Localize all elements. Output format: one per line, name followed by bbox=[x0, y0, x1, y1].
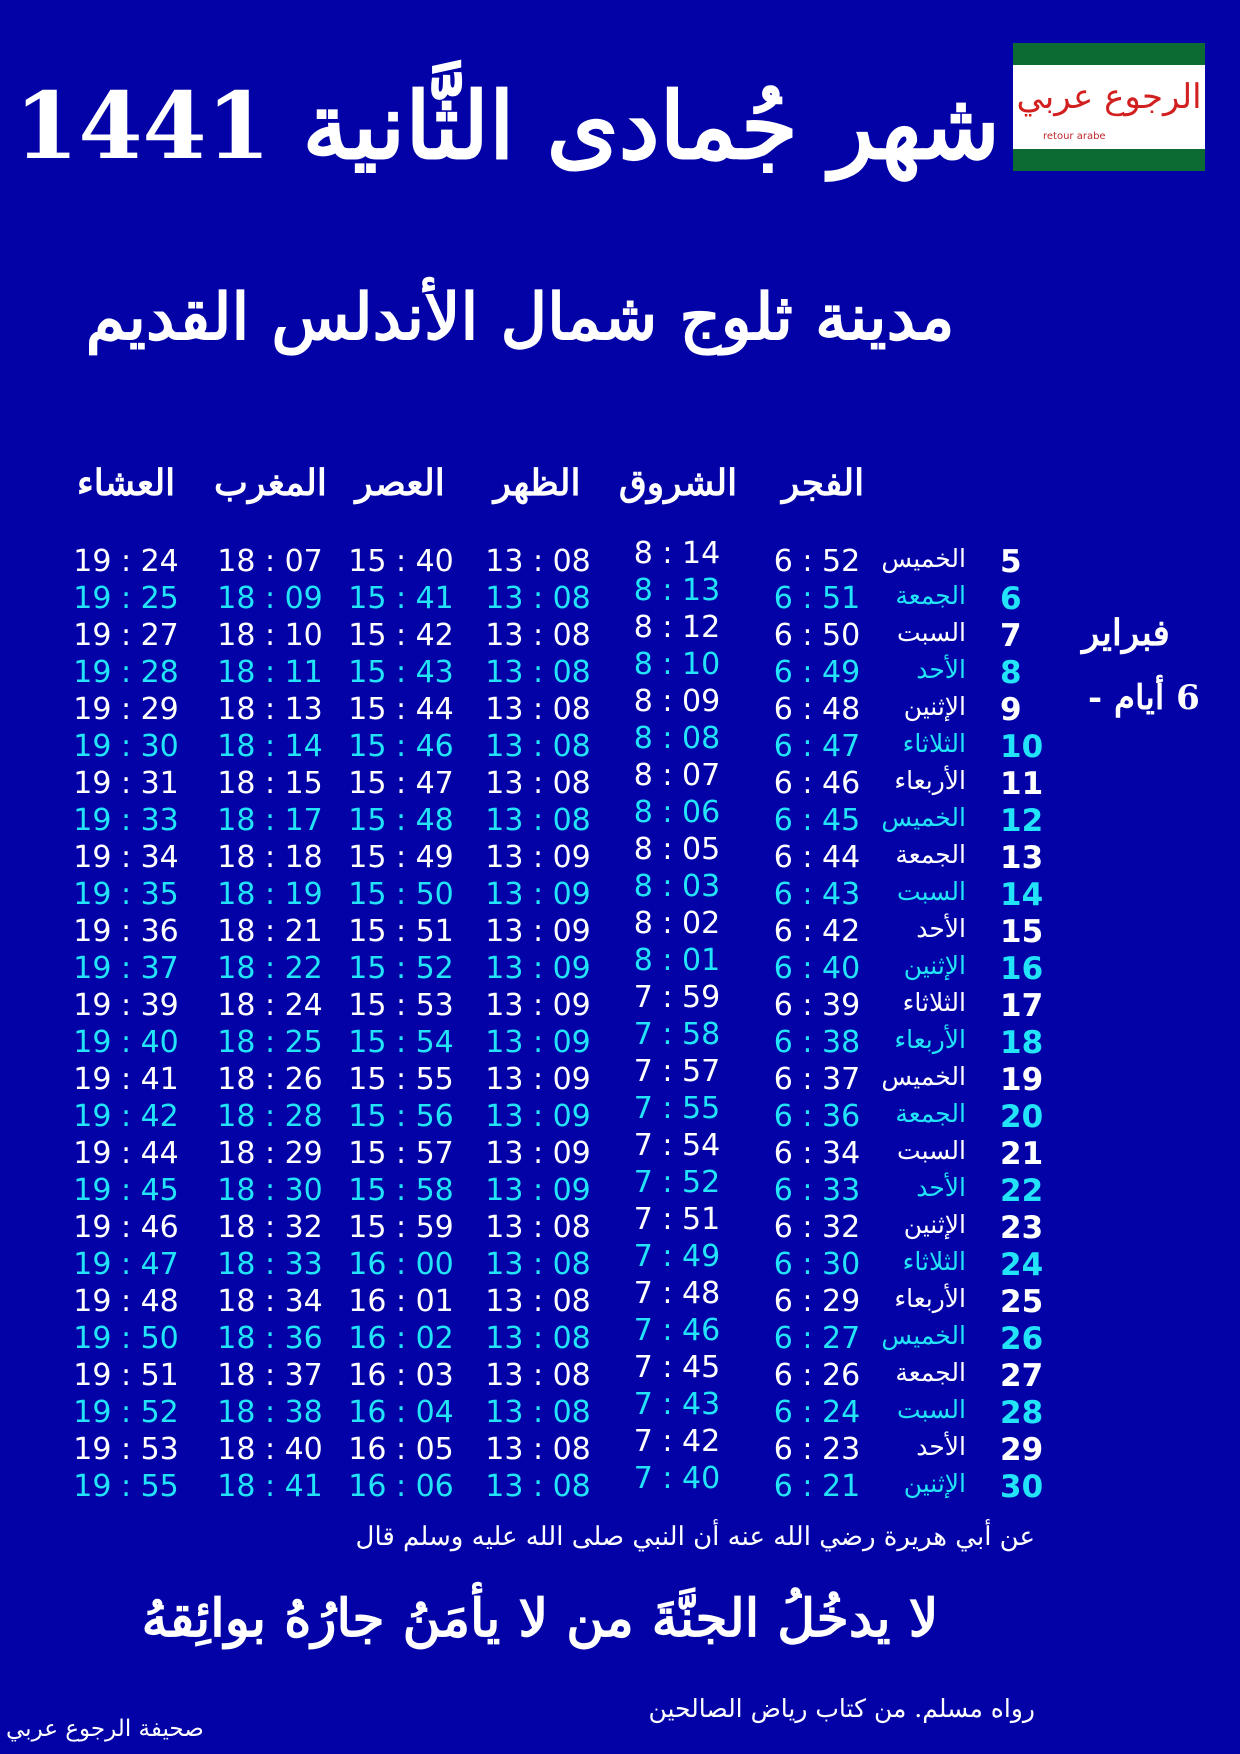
maghrib-time: 18 : 21 bbox=[217, 914, 323, 949]
isha-time: 19 : 47 bbox=[73, 1247, 179, 1282]
shuruq-time: 8 : 12 bbox=[633, 610, 721, 645]
maghrib-time: 18 : 36 bbox=[217, 1321, 323, 1356]
table-row bbox=[0, 1091, 1240, 1136]
maghrib-time: 18 : 19 bbox=[217, 877, 323, 912]
day-number: 29 bbox=[1000, 1432, 1044, 1468]
table-row bbox=[0, 721, 1240, 766]
asr-time: 15 : 46 bbox=[348, 729, 454, 764]
hadith-intro: عن أبي هريرة رضي الله عنه أن النبي صلى الله عليه وسلم قال bbox=[355, 1522, 1035, 1552]
fajr-time: 6 : 27 bbox=[773, 1321, 861, 1356]
day-number: 25 bbox=[1000, 1284, 1044, 1320]
dhuhr-time: 13 : 08 bbox=[485, 803, 591, 838]
dhuhr-time: 13 : 08 bbox=[485, 692, 591, 727]
day-number: 19 bbox=[1000, 1062, 1044, 1098]
table-row bbox=[0, 795, 1240, 840]
hadith-text: لا يدخُلُ الجنَّةَ من لا يأمَنُ جارُهُ بوائِقهُ bbox=[141, 1588, 939, 1649]
table-row bbox=[0, 1239, 1240, 1284]
day-name: الثلاثاء bbox=[902, 729, 966, 758]
day-number: 10 bbox=[1000, 729, 1044, 765]
isha-time: 19 : 28 bbox=[73, 655, 179, 690]
dhuhr-time: 13 : 08 bbox=[485, 1395, 591, 1430]
day-number: 17 bbox=[1000, 988, 1044, 1024]
logo-subtext: retour arabe bbox=[1043, 131, 1106, 142]
table-row bbox=[0, 1461, 1240, 1506]
table-row bbox=[0, 536, 1240, 581]
isha-time: 19 : 45 bbox=[73, 1173, 179, 1208]
shuruq-time: 8 : 13 bbox=[633, 573, 721, 608]
table-row bbox=[0, 1276, 1240, 1321]
table-row bbox=[0, 684, 1240, 729]
isha-time: 19 : 53 bbox=[73, 1432, 179, 1467]
fajr-time: 6 : 37 bbox=[773, 1062, 861, 1097]
shuruq-time: 7 : 45 bbox=[633, 1350, 721, 1385]
day-name: الجمعة bbox=[895, 840, 966, 869]
isha-time: 19 : 52 bbox=[73, 1395, 179, 1430]
dhuhr-time: 13 : 09 bbox=[485, 1173, 591, 1208]
day-number: 23 bbox=[1000, 1210, 1044, 1246]
isha-time: 19 : 55 bbox=[73, 1469, 179, 1504]
isha-time: 19 : 44 bbox=[73, 1136, 179, 1171]
maghrib-time: 18 : 30 bbox=[217, 1173, 323, 1208]
day-number: 12 bbox=[1000, 803, 1044, 839]
shuruq-time: 7 : 54 bbox=[633, 1128, 721, 1163]
fajr-time: 6 : 40 bbox=[773, 951, 861, 986]
dhuhr-time: 13 : 09 bbox=[485, 877, 591, 912]
asr-time: 15 : 49 bbox=[348, 840, 454, 875]
isha-time: 19 : 51 bbox=[73, 1358, 179, 1393]
asr-time: 16 : 02 bbox=[348, 1321, 454, 1356]
asr-time: 15 : 40 bbox=[348, 544, 454, 579]
header-shuruq: الشروق bbox=[618, 462, 738, 504]
logo-text: الرجوع عربي bbox=[1016, 77, 1202, 117]
dhuhr-time: 13 : 08 bbox=[485, 766, 591, 801]
header-asr: العصر bbox=[355, 462, 445, 504]
header-fajr: الفجر bbox=[781, 462, 865, 504]
asr-time: 15 : 44 bbox=[348, 692, 454, 727]
fajr-time: 6 : 42 bbox=[773, 914, 861, 949]
asr-time: 16 : 06 bbox=[348, 1469, 454, 1504]
asr-time: 15 : 50 bbox=[348, 877, 454, 912]
shuruq-time: 7 : 55 bbox=[633, 1091, 721, 1126]
isha-time: 19 : 40 bbox=[73, 1025, 179, 1060]
table-row bbox=[0, 1054, 1240, 1099]
dhuhr-time: 13 : 08 bbox=[485, 1321, 591, 1356]
maghrib-time: 18 : 09 bbox=[217, 581, 323, 616]
asr-time: 15 : 54 bbox=[348, 1025, 454, 1060]
asr-time: 15 : 51 bbox=[348, 914, 454, 949]
table-row bbox=[0, 906, 1240, 951]
asr-time: 15 : 55 bbox=[348, 1062, 454, 1097]
isha-time: 19 : 25 bbox=[73, 581, 179, 616]
day-number: 21 bbox=[1000, 1136, 1044, 1172]
shuruq-time: 7 : 49 bbox=[633, 1239, 721, 1274]
isha-time: 19 : 50 bbox=[73, 1321, 179, 1356]
shuruq-time: 8 : 06 bbox=[633, 795, 721, 830]
fajr-time: 6 : 44 bbox=[773, 840, 861, 875]
maghrib-time: 18 : 24 bbox=[217, 988, 323, 1023]
dhuhr-time: 13 : 08 bbox=[485, 1358, 591, 1393]
day-name: السبت bbox=[897, 1136, 966, 1165]
dhuhr-time: 13 : 08 bbox=[485, 1210, 591, 1245]
fajr-time: 6 : 46 bbox=[773, 766, 861, 801]
footer-brand: صحيفة الرجوع عربي bbox=[6, 1716, 204, 1742]
logo-green-band-bottom bbox=[1013, 149, 1205, 171]
shuruq-time: 8 : 08 bbox=[633, 721, 721, 756]
isha-time: 19 : 29 bbox=[73, 692, 179, 727]
day-number: 30 bbox=[1000, 1469, 1044, 1505]
day-name: الأربعاء bbox=[894, 766, 966, 795]
isha-time: 19 : 48 bbox=[73, 1284, 179, 1319]
maghrib-time: 18 : 15 bbox=[217, 766, 323, 801]
month-name: فبراير bbox=[1082, 612, 1170, 654]
fajr-time: 6 : 24 bbox=[773, 1395, 861, 1430]
day-name: الخميس bbox=[881, 1062, 966, 1091]
fajr-time: 6 : 43 bbox=[773, 877, 861, 912]
asr-time: 15 : 42 bbox=[348, 618, 454, 653]
day-name: الجمعة bbox=[895, 1358, 966, 1387]
maghrib-time: 18 : 41 bbox=[217, 1469, 323, 1504]
day-number: 28 bbox=[1000, 1395, 1044, 1431]
day-number: 20 bbox=[1000, 1099, 1044, 1135]
maghrib-time: 18 : 26 bbox=[217, 1062, 323, 1097]
asr-time: 15 : 48 bbox=[348, 803, 454, 838]
maghrib-time: 18 : 38 bbox=[217, 1395, 323, 1430]
shuruq-time: 8 : 09 bbox=[633, 684, 721, 719]
isha-time: 19 : 42 bbox=[73, 1099, 179, 1134]
asr-time: 15 : 56 bbox=[348, 1099, 454, 1134]
table-row bbox=[0, 869, 1240, 914]
header-maghrib: المغرب bbox=[214, 462, 327, 504]
month-days: 6 أيام - bbox=[1088, 678, 1200, 718]
table-row bbox=[0, 832, 1240, 877]
fajr-time: 6 : 33 bbox=[773, 1173, 861, 1208]
asr-time: 15 : 58 bbox=[348, 1173, 454, 1208]
isha-time: 19 : 24 bbox=[73, 544, 179, 579]
day-number: 22 bbox=[1000, 1173, 1044, 1209]
table-row bbox=[0, 1165, 1240, 1210]
table-row bbox=[0, 980, 1240, 1025]
table-row bbox=[0, 1313, 1240, 1358]
fajr-time: 6 : 45 bbox=[773, 803, 861, 838]
day-name: الجمعة bbox=[895, 1099, 966, 1128]
fajr-time: 6 : 36 bbox=[773, 1099, 861, 1134]
dhuhr-time: 13 : 08 bbox=[485, 1284, 591, 1319]
dhuhr-time: 13 : 08 bbox=[485, 1247, 591, 1282]
asr-time: 16 : 00 bbox=[348, 1247, 454, 1282]
maghrib-time: 18 : 18 bbox=[217, 840, 323, 875]
maghrib-time: 18 : 25 bbox=[217, 1025, 323, 1060]
day-name: الخميس bbox=[881, 544, 966, 573]
logo-green-band-top bbox=[1013, 43, 1205, 65]
maghrib-time: 18 : 10 bbox=[217, 618, 323, 653]
asr-time: 15 : 57 bbox=[348, 1136, 454, 1171]
asr-time: 15 : 53 bbox=[348, 988, 454, 1023]
dhuhr-time: 13 : 08 bbox=[485, 581, 591, 616]
day-name: السبت bbox=[897, 877, 966, 906]
table-row bbox=[0, 758, 1240, 803]
dhuhr-time: 13 : 08 bbox=[485, 1469, 591, 1504]
day-number: 18 bbox=[1000, 1025, 1044, 1061]
page-subtitle: مدينة ثلوج شمال الأندلس القديم bbox=[85, 280, 955, 355]
table-row bbox=[0, 1424, 1240, 1469]
page-title: شهر جُمادى الثَّانية 1441 bbox=[14, 72, 1000, 180]
table-row bbox=[0, 647, 1240, 692]
day-number: 8 bbox=[1000, 655, 1022, 691]
isha-time: 19 : 37 bbox=[73, 951, 179, 986]
maghrib-time: 18 : 11 bbox=[217, 655, 323, 690]
shuruq-time: 8 : 14 bbox=[633, 536, 721, 571]
day-number: 13 bbox=[1000, 840, 1044, 876]
isha-time: 19 : 30 bbox=[73, 729, 179, 764]
shuruq-time: 7 : 43 bbox=[633, 1387, 721, 1422]
fajr-time: 6 : 52 bbox=[773, 544, 861, 579]
dhuhr-time: 13 : 08 bbox=[485, 618, 591, 653]
shuruq-time: 8 : 01 bbox=[633, 943, 721, 978]
asr-time: 15 : 43 bbox=[348, 655, 454, 690]
fajr-time: 6 : 49 bbox=[773, 655, 861, 690]
shuruq-time: 7 : 48 bbox=[633, 1276, 721, 1311]
shuruq-time: 7 : 46 bbox=[633, 1313, 721, 1348]
fajr-time: 6 : 39 bbox=[773, 988, 861, 1023]
day-name: السبت bbox=[897, 1395, 966, 1424]
shuruq-time: 7 : 51 bbox=[633, 1202, 721, 1237]
day-name: الجمعة bbox=[895, 581, 966, 610]
day-number: 7 bbox=[1000, 618, 1022, 654]
table-row bbox=[0, 573, 1240, 618]
asr-time: 16 : 03 bbox=[348, 1358, 454, 1393]
fajr-time: 6 : 38 bbox=[773, 1025, 861, 1060]
day-number: 26 bbox=[1000, 1321, 1044, 1357]
shuruq-time: 7 : 52 bbox=[633, 1165, 721, 1200]
maghrib-time: 18 : 28 bbox=[217, 1099, 323, 1134]
maghrib-time: 18 : 34 bbox=[217, 1284, 323, 1319]
maghrib-time: 18 : 14 bbox=[217, 729, 323, 764]
fajr-time: 6 : 23 bbox=[773, 1432, 861, 1467]
asr-time: 15 : 52 bbox=[348, 951, 454, 986]
isha-time: 19 : 39 bbox=[73, 988, 179, 1023]
asr-time: 16 : 01 bbox=[348, 1284, 454, 1319]
isha-time: 19 : 46 bbox=[73, 1210, 179, 1245]
day-number: 11 bbox=[1000, 766, 1044, 802]
day-name: الإثنين bbox=[903, 1469, 966, 1498]
dhuhr-time: 13 : 08 bbox=[485, 655, 591, 690]
maghrib-time: 18 : 40 bbox=[217, 1432, 323, 1467]
asr-time: 15 : 59 bbox=[348, 1210, 454, 1245]
shuruq-time: 7 : 40 bbox=[633, 1461, 721, 1496]
maghrib-time: 18 : 33 bbox=[217, 1247, 323, 1282]
shuruq-time: 7 : 58 bbox=[633, 1017, 721, 1052]
isha-time: 19 : 41 bbox=[73, 1062, 179, 1097]
isha-time: 19 : 34 bbox=[73, 840, 179, 875]
fajr-time: 6 : 26 bbox=[773, 1358, 861, 1393]
day-number: 24 bbox=[1000, 1247, 1044, 1283]
isha-time: 19 : 27 bbox=[73, 618, 179, 653]
maghrib-time: 18 : 17 bbox=[217, 803, 323, 838]
day-name: الخميس bbox=[881, 803, 966, 832]
asr-time: 15 : 41 bbox=[348, 581, 454, 616]
shuruq-time: 8 : 02 bbox=[633, 906, 721, 941]
fajr-time: 6 : 30 bbox=[773, 1247, 861, 1282]
day-number: 15 bbox=[1000, 914, 1044, 950]
shuruq-time: 7 : 57 bbox=[633, 1054, 721, 1089]
maghrib-time: 18 : 29 bbox=[217, 1136, 323, 1171]
dhuhr-time: 13 : 09 bbox=[485, 1099, 591, 1134]
day-name: الأحد bbox=[916, 914, 966, 943]
day-name: الإثنين bbox=[903, 951, 966, 980]
fajr-time: 6 : 47 bbox=[773, 729, 861, 764]
shuruq-time: 8 : 05 bbox=[633, 832, 721, 867]
dhuhr-time: 13 : 09 bbox=[485, 951, 591, 986]
day-name: الأحد bbox=[916, 1173, 966, 1202]
fajr-time: 6 : 48 bbox=[773, 692, 861, 727]
dhuhr-time: 13 : 09 bbox=[485, 988, 591, 1023]
day-name: الثلاثاء bbox=[902, 1247, 966, 1276]
fajr-time: 6 : 32 bbox=[773, 1210, 861, 1245]
day-name: الإثنين bbox=[903, 692, 966, 721]
fajr-time: 6 : 50 bbox=[773, 618, 861, 653]
day-number: 9 bbox=[1000, 692, 1022, 728]
hadith-source: رواه مسلم. من كتاب رياض الصالحين bbox=[648, 1694, 1035, 1723]
table-row bbox=[0, 1387, 1240, 1432]
table-row bbox=[0, 1350, 1240, 1395]
table-row bbox=[0, 1017, 1240, 1062]
shuruq-time: 7 : 42 bbox=[633, 1424, 721, 1459]
logo bbox=[1013, 43, 1205, 171]
fajr-time: 6 : 21 bbox=[773, 1469, 861, 1504]
shuruq-time: 8 : 07 bbox=[633, 758, 721, 793]
day-name: الخميس bbox=[881, 1321, 966, 1350]
day-name: السبت bbox=[897, 618, 966, 647]
maghrib-time: 18 : 22 bbox=[217, 951, 323, 986]
day-number: 16 bbox=[1000, 951, 1044, 987]
dhuhr-time: 13 : 09 bbox=[485, 840, 591, 875]
dhuhr-time: 13 : 08 bbox=[485, 1432, 591, 1467]
asr-time: 16 : 04 bbox=[348, 1395, 454, 1430]
day-name: الإثنين bbox=[903, 1210, 966, 1239]
shuruq-time: 7 : 59 bbox=[633, 980, 721, 1015]
isha-time: 19 : 33 bbox=[73, 803, 179, 838]
day-name: الأربعاء bbox=[894, 1284, 966, 1313]
shuruq-time: 8 : 03 bbox=[633, 869, 721, 904]
maghrib-time: 18 : 13 bbox=[217, 692, 323, 727]
day-name: الأحد bbox=[916, 1432, 966, 1461]
day-name: الأربعاء bbox=[894, 1025, 966, 1054]
isha-time: 19 : 36 bbox=[73, 914, 179, 949]
day-name: الأحد bbox=[916, 655, 966, 684]
shuruq-time: 8 : 10 bbox=[633, 647, 721, 682]
day-number: 5 bbox=[1000, 544, 1022, 580]
dhuhr-time: 13 : 09 bbox=[485, 1062, 591, 1097]
maghrib-time: 18 : 37 bbox=[217, 1358, 323, 1393]
dhuhr-time: 13 : 08 bbox=[485, 729, 591, 764]
header-dhuhr: الظهر bbox=[493, 462, 581, 504]
day-name: الثلاثاء bbox=[902, 988, 966, 1017]
table-row bbox=[0, 1128, 1240, 1173]
dhuhr-time: 13 : 09 bbox=[485, 1136, 591, 1171]
day-number: 6 bbox=[1000, 581, 1022, 617]
day-number: 14 bbox=[1000, 877, 1044, 913]
day-number: 27 bbox=[1000, 1358, 1044, 1394]
dhuhr-time: 13 : 08 bbox=[485, 544, 591, 579]
asr-time: 16 : 05 bbox=[348, 1432, 454, 1467]
table-row bbox=[0, 943, 1240, 988]
dhuhr-time: 13 : 09 bbox=[485, 914, 591, 949]
maghrib-time: 18 : 07 bbox=[217, 544, 323, 579]
table-row bbox=[0, 1202, 1240, 1247]
asr-time: 15 : 47 bbox=[348, 766, 454, 801]
header-isha: العشاء bbox=[76, 462, 176, 504]
fajr-time: 6 : 51 bbox=[773, 581, 861, 616]
fajr-time: 6 : 29 bbox=[773, 1284, 861, 1319]
isha-time: 19 : 35 bbox=[73, 877, 179, 912]
dhuhr-time: 13 : 09 bbox=[485, 1025, 591, 1060]
fajr-time: 6 : 34 bbox=[773, 1136, 861, 1171]
table-row bbox=[0, 610, 1240, 655]
isha-time: 19 : 31 bbox=[73, 766, 179, 801]
maghrib-time: 18 : 32 bbox=[217, 1210, 323, 1245]
